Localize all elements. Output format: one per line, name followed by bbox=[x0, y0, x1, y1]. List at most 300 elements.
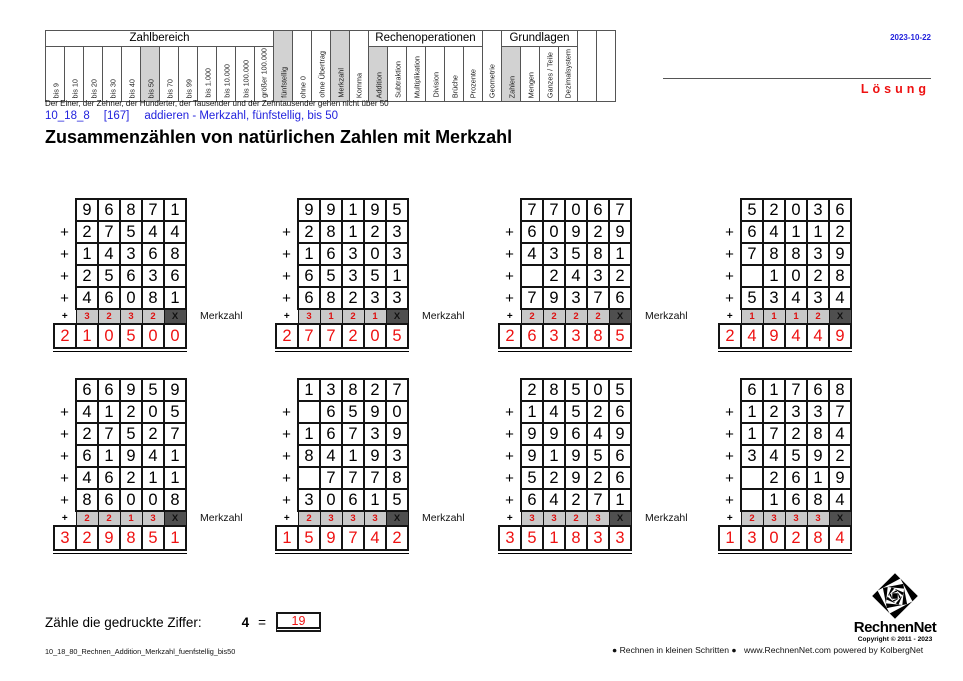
merkzahl-cell: 3 bbox=[543, 511, 565, 526]
result-digit-cell: 4 bbox=[829, 526, 851, 550]
matrix-col bbox=[539, 46, 559, 102]
digit-cell: 1 bbox=[386, 265, 408, 287]
digit-cell: 2 bbox=[142, 423, 164, 445]
digit-cell: 5 bbox=[521, 467, 543, 489]
digit-cell: 9 bbox=[521, 423, 543, 445]
logo-spiral-icon bbox=[863, 571, 927, 621]
footer-motto: ● Rechnen in kleinen Schritten ● bbox=[612, 645, 737, 655]
addition-problem bbox=[275, 378, 465, 554]
addend-row bbox=[499, 423, 631, 445]
digit-cell: 3 bbox=[807, 199, 829, 221]
digit-cell: 8 bbox=[386, 467, 408, 489]
matrix-col-label: bis 100.000 bbox=[240, 60, 250, 98]
merkzahl-cell: 3 bbox=[120, 309, 142, 324]
digit-cell: 9 bbox=[364, 445, 386, 467]
plus-sign: + bbox=[61, 512, 68, 524]
merkzahl-cell: 2 bbox=[98, 511, 120, 526]
digit-cell: 3 bbox=[386, 243, 408, 265]
digit-cell: 6 bbox=[76, 445, 98, 467]
merkzahl-cell: 1 bbox=[364, 309, 386, 324]
result-row bbox=[499, 526, 631, 550]
problem-grid bbox=[275, 198, 409, 349]
matrix-col bbox=[349, 30, 369, 102]
digit-cell: 2 bbox=[807, 265, 829, 287]
addend-row bbox=[719, 243, 851, 265]
matrix-col-label: Merkzahl bbox=[335, 68, 345, 98]
plus-sign: + bbox=[725, 245, 734, 263]
result-digit-cell: 3 bbox=[565, 324, 587, 348]
addend-row bbox=[499, 221, 631, 243]
matrix-standalone bbox=[577, 30, 616, 102]
plus-sign: + bbox=[282, 447, 291, 465]
plus-sign bbox=[54, 379, 76, 401]
plus-sign: + bbox=[505, 267, 514, 285]
matrix-columns bbox=[45, 46, 274, 102]
plus-sign bbox=[499, 199, 521, 221]
digit-cell: 7 bbox=[386, 379, 408, 401]
digit-cell: 8 bbox=[543, 379, 565, 401]
digit-cell: 4 bbox=[829, 423, 851, 445]
result-digit-cell: 2 bbox=[719, 324, 741, 348]
plus-sign: + bbox=[725, 267, 734, 285]
matrix-col bbox=[235, 46, 255, 102]
digit-cell: 1 bbox=[164, 199, 186, 221]
digit-cell: 1 bbox=[298, 379, 320, 401]
constraint-note: Der Einer, der Zehner, der Hunderter, der Tausender und der Zehntausender gehen nicht über 50 bbox=[45, 99, 389, 108]
result-digit-cell: 2 bbox=[54, 324, 76, 348]
plus-sign: + bbox=[60, 245, 69, 263]
result-digit-cell: 4 bbox=[364, 526, 386, 550]
merkzahl-cell: 2 bbox=[298, 511, 320, 526]
plus-sign bbox=[276, 199, 298, 221]
digit-cell: 6 bbox=[785, 467, 807, 489]
digit-cell: 6 bbox=[785, 489, 807, 511]
matrix-col-label: größer 100.000 bbox=[259, 48, 269, 98]
digit-cell: 7 bbox=[521, 287, 543, 309]
digit-cell: 0 bbox=[386, 401, 408, 423]
merkzahl-cell: 2 bbox=[98, 309, 120, 324]
digit-cell: 4 bbox=[543, 401, 565, 423]
merkzahl-x-cell: X bbox=[829, 511, 851, 526]
merkzahl-cell: 1 bbox=[785, 309, 807, 324]
addend-row bbox=[719, 221, 851, 243]
result-digit-cell: 1 bbox=[719, 526, 741, 550]
digit-cell: 1 bbox=[342, 199, 364, 221]
addend-row bbox=[719, 287, 851, 309]
result-digit-cell: 3 bbox=[741, 526, 763, 550]
exercise-description: addieren - Merkzahl, fünfstellig, bis 50 bbox=[144, 110, 339, 122]
footer-filename: 10_18_80_Rechnen_Addition_Merkzahl_fuenfstellig_bis50 bbox=[45, 647, 236, 656]
addition-problem bbox=[53, 378, 243, 554]
addend-row bbox=[276, 489, 408, 511]
merkzahl-cell: 3 bbox=[763, 511, 785, 526]
digit-cell: 1 bbox=[763, 489, 785, 511]
digit-cell: 8 bbox=[785, 243, 807, 265]
digit-cell: 6 bbox=[98, 199, 120, 221]
matrix-col bbox=[140, 46, 160, 102]
matrix-col bbox=[254, 46, 274, 102]
matrix-group bbox=[45, 30, 274, 102]
digit-cell: 1 bbox=[164, 445, 186, 467]
digit-cell: 1 bbox=[543, 445, 565, 467]
addend-row bbox=[499, 287, 631, 309]
digit-cell: 3 bbox=[741, 445, 763, 467]
digit-cell: 8 bbox=[763, 243, 785, 265]
digit-cell: 2 bbox=[829, 221, 851, 243]
digit-cell: 9 bbox=[829, 467, 851, 489]
plus-sign: + bbox=[506, 310, 513, 322]
digit-cell: 5 bbox=[587, 445, 609, 467]
matrix-col-label: Subtraktion bbox=[392, 61, 402, 98]
digit-cell: 1 bbox=[342, 445, 364, 467]
merkzahl-cell: 3 bbox=[76, 309, 98, 324]
digit-cell: 6 bbox=[320, 423, 342, 445]
result-digit-cell: 1 bbox=[276, 526, 298, 550]
digit-cell: 1 bbox=[785, 221, 807, 243]
result-row bbox=[276, 526, 408, 550]
page-title: Zusammenzählen von natürlichen Zahlen mit Merkzahl bbox=[45, 127, 513, 147]
addition-problem bbox=[275, 198, 465, 352]
matrix-col-label: bis 50 bbox=[145, 78, 155, 98]
digit-cell: 9 bbox=[565, 221, 587, 243]
result-double-underline bbox=[498, 553, 632, 554]
digit-cell: 7 bbox=[142, 199, 164, 221]
digit-cell: 7 bbox=[521, 199, 543, 221]
count-task-prompt: Zähle die gedruckte Ziffer: bbox=[45, 614, 202, 630]
result-double-underline bbox=[718, 553, 852, 554]
digit-cell: 2 bbox=[587, 467, 609, 489]
digit-cell: 6 bbox=[587, 199, 609, 221]
digit-cell: 4 bbox=[76, 287, 98, 309]
addend-row bbox=[719, 467, 851, 489]
merkzahl-cell: 3 bbox=[298, 309, 320, 324]
result-digit-cell: 0 bbox=[142, 324, 164, 348]
digit-cell: 2 bbox=[521, 379, 543, 401]
digit-cell: 6 bbox=[342, 489, 364, 511]
matrix-col-label: ohne 0 bbox=[297, 75, 307, 98]
matrix-col-label: bis 1.000 bbox=[202, 68, 212, 98]
digit-cell: 9 bbox=[609, 221, 631, 243]
result-double-underline bbox=[53, 351, 187, 352]
digit-cell: 6 bbox=[298, 287, 320, 309]
plus-sign: + bbox=[60, 491, 69, 509]
addend-row bbox=[719, 489, 851, 511]
addend-row bbox=[54, 199, 186, 221]
digit-cell: 9 bbox=[320, 199, 342, 221]
count-answer-box: 19 bbox=[276, 612, 321, 632]
matrix-col bbox=[273, 30, 293, 102]
digit-cell: 0 bbox=[120, 287, 142, 309]
digit-cell: 1 bbox=[763, 265, 785, 287]
digit-cell: 4 bbox=[164, 221, 186, 243]
result-digit-cell: 1 bbox=[76, 324, 98, 348]
matrix-col bbox=[558, 46, 578, 102]
logo-copyright: Copyright © 2011 - 2023 bbox=[857, 636, 933, 643]
digit-cell: 6 bbox=[609, 467, 631, 489]
plus-sign: + bbox=[60, 403, 69, 421]
digit-cell: 3 bbox=[807, 401, 829, 423]
matrix-col-label: bis 10.000 bbox=[221, 64, 231, 98]
matrix-group bbox=[501, 30, 578, 102]
merkzahl-cell: 3 bbox=[320, 511, 342, 526]
result-digit-cell: 5 bbox=[298, 526, 320, 550]
result-digit-cell: 9 bbox=[320, 526, 342, 550]
digit-cell: 5 bbox=[741, 287, 763, 309]
matrix-columns bbox=[577, 30, 616, 102]
merkzahl-cell: 3 bbox=[807, 511, 829, 526]
addend-row bbox=[276, 221, 408, 243]
digit-cell: 4 bbox=[587, 423, 609, 445]
digit-cell: 1 bbox=[807, 221, 829, 243]
matrix-columns bbox=[482, 30, 502, 102]
digit-cell bbox=[741, 489, 763, 511]
matrix-columns bbox=[368, 46, 483, 102]
addition-problem bbox=[718, 198, 852, 352]
plus-sign: + bbox=[60, 469, 69, 487]
digit-cell: 4 bbox=[829, 287, 851, 309]
result-digit-cell: 3 bbox=[499, 526, 521, 550]
footer-website: www.RechnenNet.com powered by KolbergNet bbox=[744, 645, 924, 655]
merkzahl-cell: 3 bbox=[142, 511, 164, 526]
plus-sign: + bbox=[725, 469, 734, 487]
addend-row bbox=[719, 445, 851, 467]
digit-cell: 5 bbox=[785, 445, 807, 467]
rechnennet-logo bbox=[850, 571, 940, 643]
digit-cell: 8 bbox=[142, 287, 164, 309]
digit-cell: 7 bbox=[609, 199, 631, 221]
matrix-col bbox=[45, 46, 65, 102]
digit-cell: 6 bbox=[609, 287, 631, 309]
plus-sign: + bbox=[283, 310, 290, 322]
digit-cell: 9 bbox=[386, 423, 408, 445]
result-digit-cell: 2 bbox=[342, 324, 364, 348]
plus-sign: + bbox=[505, 469, 514, 487]
digit-cell: 3 bbox=[587, 265, 609, 287]
digit-cell: 7 bbox=[785, 379, 807, 401]
merkzahl-label: Merkzahl bbox=[200, 512, 243, 524]
digit-cell: 7 bbox=[763, 423, 785, 445]
addend-row bbox=[54, 423, 186, 445]
digit-cell: 8 bbox=[587, 243, 609, 265]
merkzahl-cell: 1 bbox=[763, 309, 785, 324]
digit-cell: 2 bbox=[364, 379, 386, 401]
digit-cell: 7 bbox=[741, 243, 763, 265]
digit-cell: 9 bbox=[164, 379, 186, 401]
plus-sign bbox=[719, 199, 741, 221]
addend-row bbox=[54, 467, 186, 489]
matrix-col-label: Multiplikation bbox=[411, 55, 421, 98]
plus-sign: + bbox=[282, 403, 291, 421]
addend-row bbox=[719, 423, 851, 445]
digit-cell: 6 bbox=[829, 199, 851, 221]
addend-row bbox=[54, 489, 186, 511]
merkzahl-cell: 3 bbox=[785, 511, 807, 526]
matrix-col-label: Addition bbox=[373, 71, 383, 98]
digit-cell: 2 bbox=[565, 489, 587, 511]
merkzahl-x-cell: X bbox=[829, 309, 851, 324]
merkzahl-cell: 1 bbox=[741, 309, 763, 324]
merkzahl-row bbox=[54, 511, 186, 526]
merkzahl-cell: 2 bbox=[142, 309, 164, 324]
result-double-underline bbox=[275, 553, 409, 554]
result-digit-cell: 8 bbox=[120, 526, 142, 550]
digit-cell: 9 bbox=[120, 379, 142, 401]
digit-cell: 7 bbox=[98, 423, 120, 445]
digit-cell: 2 bbox=[298, 221, 320, 243]
addend-row bbox=[499, 401, 631, 423]
result-digit-cell: 8 bbox=[807, 526, 829, 550]
digit-cell: 1 bbox=[142, 467, 164, 489]
digit-cell: 9 bbox=[364, 401, 386, 423]
merkzahl-label: Merkzahl bbox=[645, 512, 688, 524]
digit-cell: 0 bbox=[587, 379, 609, 401]
result-digit-cell: 1 bbox=[164, 526, 186, 550]
matrix-col bbox=[577, 30, 597, 102]
merkzahl-cell: 2 bbox=[587, 309, 609, 324]
digit-cell: 9 bbox=[829, 243, 851, 265]
digit-cell: 6 bbox=[521, 221, 543, 243]
digit-cell: 1 bbox=[98, 445, 120, 467]
matrix-group-label: Rechenoperationen bbox=[368, 30, 483, 46]
matrix-col-label: Mengen bbox=[525, 71, 535, 98]
plus-sign: + bbox=[725, 403, 734, 421]
addend-row bbox=[499, 467, 631, 489]
digit-cell: 5 bbox=[565, 243, 587, 265]
plus-sign: + bbox=[505, 447, 514, 465]
digit-cell: 6 bbox=[98, 379, 120, 401]
digit-cell: 9 bbox=[521, 445, 543, 467]
digit-cell: 1 bbox=[298, 243, 320, 265]
addend-row bbox=[276, 265, 408, 287]
matrix-col-label: bis 40 bbox=[126, 78, 136, 98]
digit-cell: 8 bbox=[120, 199, 142, 221]
matrix-col-label: fünfstellig bbox=[278, 67, 288, 98]
plus-sign: + bbox=[60, 267, 69, 285]
result-digit-cell: 9 bbox=[98, 526, 120, 550]
digit-cell: 2 bbox=[609, 265, 631, 287]
digit-cell: 3 bbox=[763, 287, 785, 309]
result-digit-cell: 3 bbox=[54, 526, 76, 550]
digit-cell: 3 bbox=[785, 401, 807, 423]
matrix-col-label: Dezimalsystem bbox=[563, 48, 573, 98]
digit-cell: 5 bbox=[164, 401, 186, 423]
plus-sign: + bbox=[282, 267, 291, 285]
result-row bbox=[276, 324, 408, 348]
digit-cell: 7 bbox=[320, 467, 342, 489]
plus-sign: + bbox=[505, 491, 514, 509]
addend-row bbox=[54, 221, 186, 243]
result-digit-cell: 1 bbox=[543, 526, 565, 550]
merkzahl-cell: 1 bbox=[120, 511, 142, 526]
plus-sign: + bbox=[60, 223, 69, 241]
digit-cell: 3 bbox=[120, 243, 142, 265]
topic-matrix bbox=[45, 30, 616, 102]
logo-name: RechnenNet bbox=[853, 619, 937, 636]
digit-cell: 8 bbox=[807, 489, 829, 511]
digit-cell: 9 bbox=[543, 287, 565, 309]
result-digit-cell: 0 bbox=[98, 324, 120, 348]
plus-sign: + bbox=[282, 245, 291, 263]
digit-cell: 2 bbox=[587, 401, 609, 423]
digit-cell: 2 bbox=[785, 423, 807, 445]
addend-row bbox=[499, 379, 631, 401]
plus-sign: + bbox=[282, 469, 291, 487]
digit-cell: 1 bbox=[364, 489, 386, 511]
merkzahl-x-cell: X bbox=[609, 309, 631, 324]
result-digit-cell: 6 bbox=[521, 324, 543, 348]
digit-cell: 1 bbox=[741, 401, 763, 423]
digit-cell: 0 bbox=[120, 489, 142, 511]
digit-cell: 2 bbox=[543, 467, 565, 489]
matrix-col bbox=[501, 46, 521, 102]
merkzahl-label: Merkzahl bbox=[422, 512, 465, 524]
digit-cell: 9 bbox=[565, 467, 587, 489]
plus-sign bbox=[54, 199, 76, 221]
digit-cell: 5 bbox=[565, 401, 587, 423]
digit-cell: 1 bbox=[763, 379, 785, 401]
digit-cell: 3 bbox=[543, 243, 565, 265]
merkzahl-row bbox=[499, 511, 631, 526]
digit-cell: 8 bbox=[829, 379, 851, 401]
digit-cell: 3 bbox=[386, 445, 408, 467]
addend-row bbox=[276, 243, 408, 265]
merkzahl-row bbox=[719, 309, 851, 324]
digit-cell: 6 bbox=[164, 265, 186, 287]
matrix-col bbox=[102, 46, 122, 102]
addend-row bbox=[499, 445, 631, 467]
digit-cell: 7 bbox=[829, 401, 851, 423]
digit-cell: 4 bbox=[829, 489, 851, 511]
addition-problem bbox=[53, 198, 243, 352]
matrix-col bbox=[197, 46, 217, 102]
problem-grid bbox=[53, 198, 187, 349]
digit-cell: 9 bbox=[76, 199, 98, 221]
plus-sign: + bbox=[60, 425, 69, 443]
digit-cell: 3 bbox=[807, 287, 829, 309]
result-row bbox=[719, 324, 851, 348]
digit-cell: 3 bbox=[142, 265, 164, 287]
plus-sign: + bbox=[726, 512, 733, 524]
digit-cell: 7 bbox=[587, 287, 609, 309]
digit-cell: 0 bbox=[320, 489, 342, 511]
result-digit-cell: 3 bbox=[587, 526, 609, 550]
result-digit-cell: 7 bbox=[298, 324, 320, 348]
matrix-col bbox=[444, 46, 464, 102]
plus-sign: + bbox=[60, 447, 69, 465]
digit-cell bbox=[741, 265, 763, 287]
addend-row bbox=[276, 423, 408, 445]
digit-cell: 4 bbox=[76, 401, 98, 423]
digit-cell: 6 bbox=[741, 379, 763, 401]
addend-row bbox=[54, 445, 186, 467]
addend-row bbox=[54, 287, 186, 309]
plus-sign: + bbox=[505, 223, 514, 241]
digit-cell: 2 bbox=[587, 221, 609, 243]
matrix-col bbox=[121, 46, 141, 102]
addend-row bbox=[276, 445, 408, 467]
digit-cell: 5 bbox=[565, 379, 587, 401]
merkzahl-cell: 2 bbox=[807, 309, 829, 324]
digit-cell: 7 bbox=[342, 467, 364, 489]
digit-cell: 0 bbox=[364, 243, 386, 265]
matrix-col-label: Division bbox=[430, 72, 440, 98]
problem-grid bbox=[718, 198, 852, 349]
matrix-col-label: bis 70 bbox=[164, 78, 174, 98]
matrix-col-label: Zahlen bbox=[506, 75, 516, 98]
merkzahl-cell: 1 bbox=[320, 309, 342, 324]
digit-cell: 1 bbox=[98, 401, 120, 423]
addend-row bbox=[719, 379, 851, 401]
